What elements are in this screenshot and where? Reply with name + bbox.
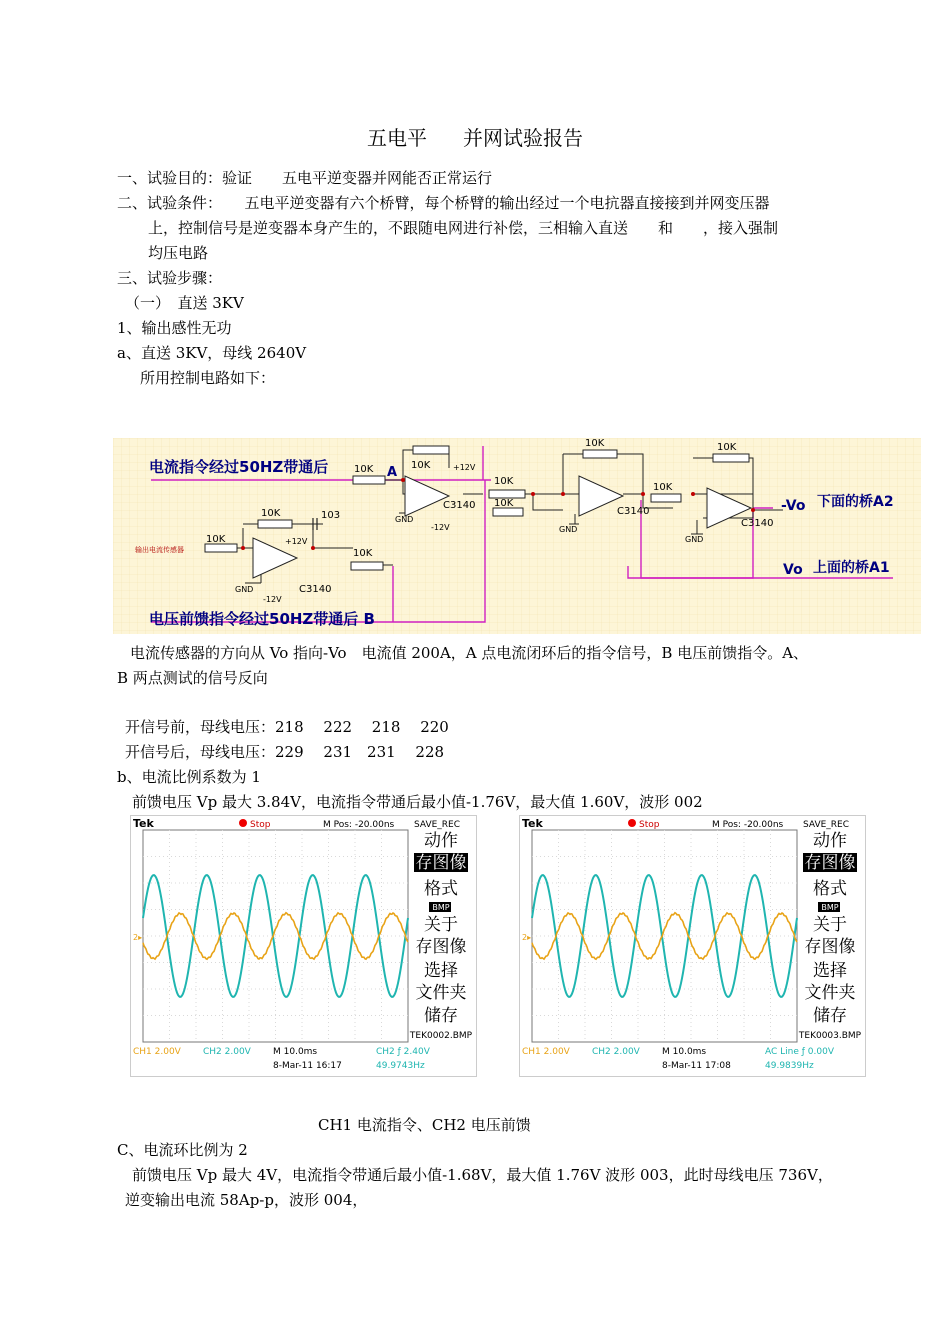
scope-display-1 (131, 816, 476, 1076)
menu-item[interactable]: BMP (432, 903, 450, 912)
gnd-label-4: GND (235, 585, 254, 594)
scope-display-2 (520, 816, 865, 1076)
ch1-scale: CH1 2.00V (133, 1047, 181, 1057)
r9-label: 10K (261, 508, 281, 519)
sensor-label: 输出电流传感器 (135, 546, 184, 554)
ch2-scale: CH2 2.00V (203, 1047, 251, 1057)
sensor-note: 电流传感器的方向从 Vo 指向-Vo 电流值 200A，A 点电流闭环后的指令信号，B 电压前馈指令。A、 (130, 644, 809, 662)
step-c: C、电流环比例为 2 (117, 1141, 248, 1159)
mode-label: SAVE_REC (414, 820, 461, 830)
mpos-label: M Pos: -20.00ns (712, 820, 784, 830)
brand-label: Tek (522, 817, 543, 830)
ic4-label: C3140 (299, 584, 332, 595)
gnd-label-3: GND (685, 535, 704, 544)
brand-label: Tek (133, 817, 154, 830)
frequency-label: 49.9743Hz (376, 1061, 425, 1071)
trigger-label: CH2 ƒ 2.40V (376, 1047, 430, 1057)
supply-neg-label-2: -12V (263, 595, 282, 604)
frequency-label: 49.9839Hz (765, 1061, 814, 1071)
title-part-2: 并网试验报告 (463, 126, 583, 150)
out-neg-desc: 下面的桥A2 (817, 494, 894, 510)
timebase-label: M 10.0ms (273, 1047, 318, 1057)
section-conditions-cont2: 均压电路 (148, 244, 209, 262)
menu-item[interactable]: 关于 (424, 915, 458, 935)
menu-item[interactable]: 文件夹 (415, 983, 467, 1003)
point-a-label: A (387, 465, 398, 480)
ic3-label: C3140 (741, 518, 774, 529)
oscilloscope-screenshot-003 (519, 815, 866, 1077)
date-label: 8-Mar-11 17:08 (662, 1061, 731, 1071)
supply-pos-label: +12V (453, 463, 476, 472)
ch2-scale: CH2 2.00V (592, 1047, 640, 1057)
gnd-label-1: GND (395, 515, 414, 524)
bus-after: 开信号后，母线电压：229 231 231 228 (125, 743, 445, 761)
out-neg-label: -Vo (781, 498, 806, 514)
menu-item[interactable]: 存图像 (415, 853, 467, 873)
r8-label: 10K (353, 548, 373, 559)
mpos-label: M Pos: -20.00ns (323, 820, 395, 830)
step-a: a、直送 3KV，母线 2640V (117, 344, 307, 362)
menu-item[interactable]: 选择 (424, 961, 458, 981)
ic2-label: C3140 (617, 506, 650, 517)
r7-label: 10K (653, 482, 673, 493)
r4-label: 10K (494, 498, 514, 509)
menu-item[interactable]: 动作 (424, 831, 458, 851)
menu-item[interactable]: 存图像 (804, 937, 856, 957)
menu-item[interactable]: 文件夹 (804, 983, 856, 1003)
menu-item[interactable]: 储存 (424, 1006, 458, 1026)
menu-item[interactable]: 选择 (813, 961, 847, 981)
step-c-detail-cont: 逆变输出电流 58Ap-p，波形 004， (125, 1191, 368, 1209)
r3-label: 10K (494, 476, 514, 487)
oscilloscope-screenshot-002 (130, 815, 477, 1077)
trigger-label: AC Line ƒ 0.00V (765, 1047, 834, 1057)
out-pos-desc: 上面的桥A1 (813, 560, 890, 576)
step-b-detail: 前馈电压 Vp 最大 3.84V，电流指令带通后最小值-1.76V，最大值 1.60V，波形 002 (132, 793, 703, 811)
r10-label: 10K (206, 534, 226, 545)
ch-marker: 2▸ (133, 933, 143, 942)
voltage-ff-label: 电压前馈指令经过50HZ带通后 B (149, 610, 375, 628)
section-conditions-cont: 上，控制信号是逆变器本身产生的，不跟随电网进行补偿，三相输入直送 和 ，接入强制 (148, 219, 779, 237)
step-b: b、电流比例系数为 1 (117, 768, 261, 786)
r2-label: 10K (411, 460, 431, 471)
menu-item[interactable]: 储存 (813, 1006, 847, 1026)
step-c-detail: 前馈电压 Vp 最大 4V，电流指令带通后最小值-1.68V，最大值 1.76V 波形 003，此时母线电压 736V， (132, 1166, 833, 1184)
menu-item[interactable]: 格式 (424, 879, 458, 899)
stop-indicator-icon (239, 819, 247, 827)
status-label: Stop (639, 820, 660, 830)
menu-item[interactable]: BMP (821, 903, 839, 912)
scope-caption: CH1 电流指令、CH2 电压前馈 (318, 1116, 531, 1134)
out-pos-label: Vo (783, 562, 803, 578)
timebase-label: M 10.0ms (662, 1047, 707, 1057)
menu-item[interactable]: 存图像 (804, 853, 856, 873)
ch1-scale: CH1 2.00V (522, 1047, 570, 1057)
r6-label: 10K (717, 442, 737, 453)
control-circuit-diagram (113, 438, 921, 634)
r1-label: 10K (354, 464, 374, 475)
menu-item[interactable]: 关于 (813, 915, 847, 935)
supply-neg-label: -12V (431, 523, 450, 532)
current-cmd-label: 电流指令经过50HZ带通后 (149, 458, 329, 476)
r5-label: 10K (585, 438, 605, 449)
title-part-1: 五电平 (367, 126, 427, 150)
section-purpose: 一、试验目的：验证 五电平逆变器并网能否正常运行 (117, 169, 493, 187)
menu-item[interactable]: TEK0003.BMP (798, 1031, 862, 1041)
document-title (0, 122, 950, 151)
stop-indicator-icon (628, 819, 636, 827)
ic1-label: C3140 (443, 500, 476, 511)
supply-pos-label-2: +12V (285, 537, 308, 546)
menu-item[interactable]: 动作 (813, 831, 847, 851)
menu-item[interactable]: TEK0002.BMP (409, 1031, 473, 1041)
section-steps: 三、试验步骤： (117, 269, 223, 287)
status-label: Stop (250, 820, 271, 830)
mode-label: SAVE_REC (803, 820, 850, 830)
menu-item[interactable]: 存图像 (415, 937, 467, 957)
circuit-intro: 所用控制电路如下： (140, 369, 276, 387)
ch-marker: 2▸ (522, 933, 532, 942)
step-1: 1、输出感性无功 (117, 319, 232, 337)
sensor-note-cont: B 两点测试的信号反向 (117, 669, 268, 687)
gnd-label-2: GND (559, 525, 578, 534)
menu-item[interactable]: 格式 (813, 879, 847, 899)
cap-label: 103 (321, 510, 341, 521)
subsection-1: （一） 直送 3KV (125, 294, 244, 312)
date-label: 8-Mar-11 16:17 (273, 1061, 342, 1071)
bus-before: 开信号前，母线电压：218 222 218 220 (125, 718, 449, 736)
section-conditions: 二、试验条件： 五电平逆变器有六个桥臂，每个桥臂的输出经过一个电抗器直接接到并网变压器 (117, 194, 770, 212)
